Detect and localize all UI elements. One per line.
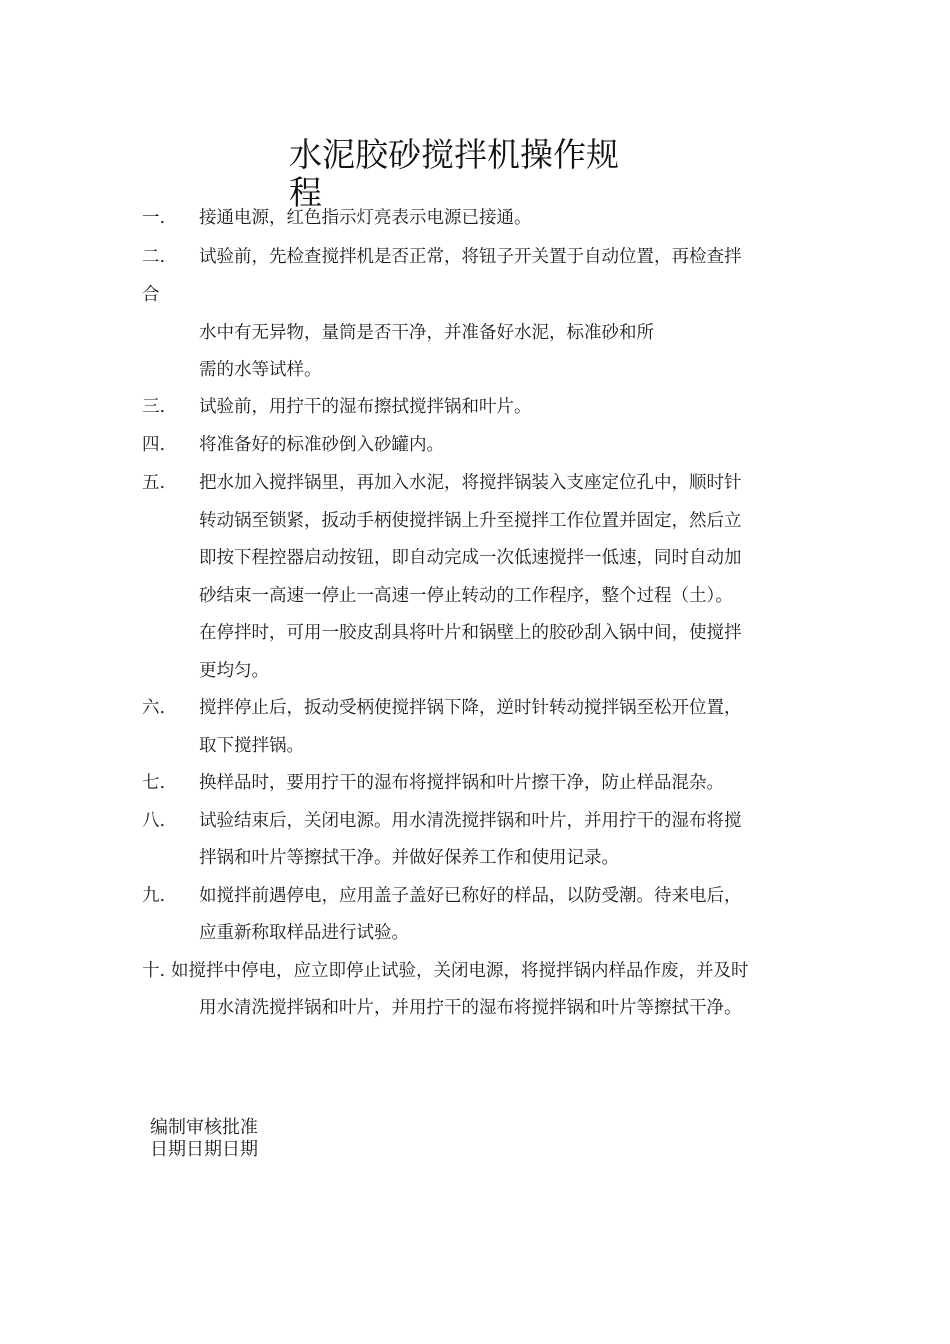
item-number: 一.	[142, 208, 166, 228]
item-text: 在停拌时，可用一胶皮刮具将叶片和锅壁上的胶砂刮入锅中间，使搅拌	[199, 623, 742, 643]
item-text: 换样品时，要用拧干的湿布将搅拌锅和叶片擦干净，防止样品混杂。	[199, 773, 724, 793]
item-text: 转动锅至锁紧，扳动手柄使搅拌锅上升至搅拌工作位置并固定，然后立	[199, 511, 742, 531]
item-text: 如搅拌中停电，应立即停止试验，关闭电源，将搅拌锅内样品作废，并及时	[171, 961, 749, 981]
item-text: 需的水等试样。	[199, 360, 322, 380]
item-text: 取下搅拌锅。	[199, 736, 304, 756]
item-text: 试验前，用拧干的湿布擦拭搅拌锅和叶片。	[199, 397, 532, 417]
item-number: 十.	[142, 961, 166, 981]
item-text: 把水加入搅拌锅里，再加入水泥，将搅拌锅装入支座定位孔中，顺时针	[199, 473, 742, 493]
item-text: 接通电源，红色指示灯亮表示电源已接通。	[199, 208, 532, 228]
item-text: 合	[142, 285, 160, 305]
item-text: 砂结束一高速一停止一高速一停止转动的工作程序，整个过程（土）。	[199, 586, 733, 606]
item-number: 四.	[142, 435, 166, 455]
item-number: 五.	[142, 473, 166, 493]
item-text: 搅拌停止后，扳动受柄使搅拌锅下降，逆时针转动搅拌锅至松开位置，	[199, 698, 742, 718]
item-text: 试验前，先检查搅拌机是否正常，将钮子开关置于自动位置，再检查拌	[199, 247, 742, 267]
page-title: 水泥胶砂搅拌机操作规程	[289, 135, 619, 212]
item-number: 六.	[142, 698, 166, 718]
item-number: 三.	[142, 397, 166, 417]
item-text: 水中有无异物，量筒是否干净，并准备好水泥，标准砂和所	[199, 323, 654, 343]
item-number: 二.	[142, 247, 166, 267]
signature-dates: 日期日期日期	[150, 1139, 258, 1160]
item-text: 如搅拌前遇停电，应用盖子盖好已称好的样品，以防受潮。待来电后，	[199, 886, 742, 906]
item-number: 九.	[142, 886, 166, 906]
item-text: 试验结束后，关闭电源。用水清洗搅拌锅和叶片，并用拧干的湿布将搅	[199, 811, 742, 831]
item-text: 应重新称取样品进行试验。	[199, 923, 409, 943]
item-number: 八.	[142, 811, 166, 831]
item-text: 即按下程控器启动按钮，即自动完成一次低速搅拌一低速，同时自动加	[199, 548, 742, 568]
item-number: 七.	[142, 773, 166, 793]
item-text: 拌锅和叶片等擦拭干净。并做好保养工作和使用记录。	[199, 848, 619, 868]
item-text: 用水清洗搅拌锅和叶片，并用拧干的湿布将搅拌锅和叶片等擦拭干净。	[199, 998, 742, 1018]
item-text: 更均匀。	[199, 661, 269, 681]
signature-roles: 编制审核批准	[150, 1117, 258, 1138]
item-text: 将准备好的标准砂倒入砂罐内。	[199, 435, 444, 455]
